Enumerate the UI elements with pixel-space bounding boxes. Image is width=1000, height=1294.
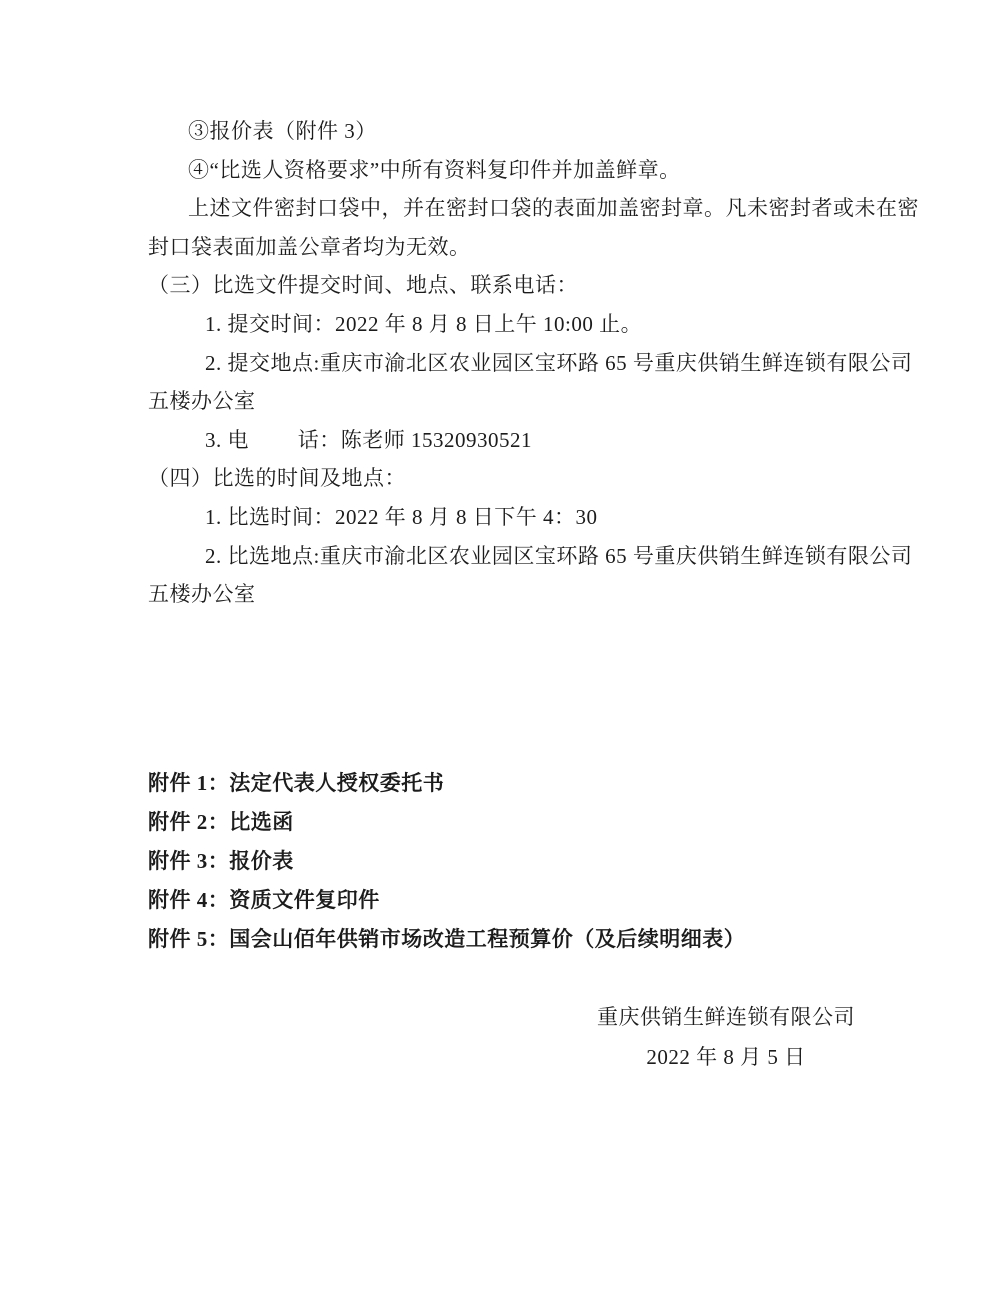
body-line: 五楼办公室 bbox=[148, 389, 256, 414]
body-line: ④“比选人资格要求”中所有资料复印件并加盖鲜章。 bbox=[188, 157, 681, 182]
body-line: 2. 比选地点:重庆市渝北区农业园区宝环路 65 号重庆供销生鲜连锁有限公司 bbox=[205, 543, 913, 568]
attachment-item: 附件 2：比选函 bbox=[148, 809, 294, 834]
signature-block bbox=[148, 997, 855, 1077]
attachment-item: 附件 3：报价表 bbox=[148, 848, 294, 873]
body-line: 2. 提交地点:重庆市渝北区农业园区宝环路 65 号重庆供销生鲜连锁有限公司 bbox=[205, 350, 913, 375]
body-line: （四）比选的时间及地点： bbox=[148, 466, 406, 491]
signature-inner bbox=[597, 997, 855, 1077]
body-line: 五楼办公室 bbox=[148, 582, 256, 607]
body-text-block bbox=[148, 112, 919, 614]
body-line: 封口袋表面加盖公章者均为无效。 bbox=[148, 234, 471, 259]
body-line: 1. 比选时间：2022 年 8 月 8 日下午 4：30 bbox=[205, 504, 598, 529]
attachment-item: 附件 4：资质文件复印件 bbox=[148, 887, 380, 912]
body-line: ③报价表（附件 3） bbox=[188, 119, 377, 143]
body-line: 上述文件密封口袋中，并在密封口袋的表面加盖密封章。凡未密封者或未在密 bbox=[188, 196, 919, 221]
body-line: 1. 提交时间：2022 年 8 月 8 日上午 10:00 止。 bbox=[205, 311, 643, 336]
attachment-item: 附件 5：国会山佰年供销市场改造工程预算价（及后续明细表） bbox=[148, 926, 746, 951]
body-line: （三）比选文件提交时间、地点、联系电话： bbox=[148, 273, 578, 298]
signature-company-name: 重庆供销生鲜连锁有限公司 bbox=[597, 1004, 855, 1029]
signature-date: 2022 年 8 月 5 日 bbox=[646, 1044, 806, 1069]
document-content bbox=[148, 112, 919, 1077]
attachment-list bbox=[148, 764, 855, 959]
body-line: 3. 电 话：陈老师 15320930521 bbox=[205, 427, 532, 452]
attachment-item: 附件 1：法定代表人授权委托书 bbox=[148, 770, 445, 795]
